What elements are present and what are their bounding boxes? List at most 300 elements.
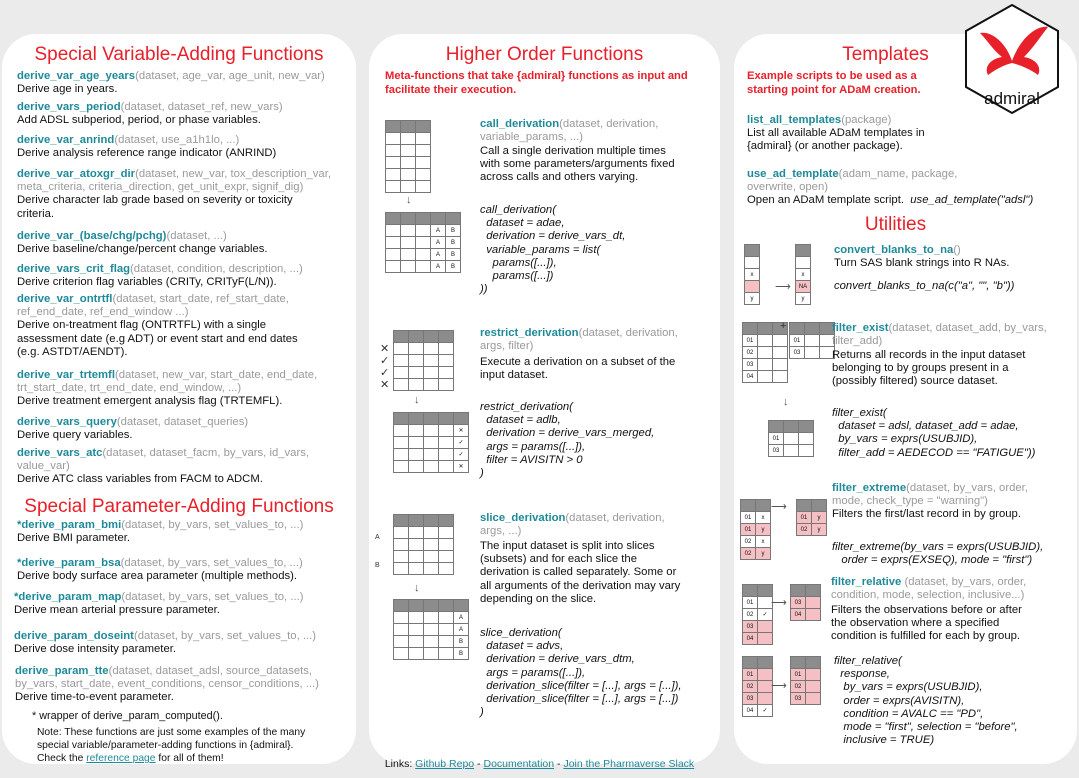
pharmaverse-slack-link[interactable]: Join the Pharmaverse Slack [563,758,695,770]
convert-blanks-entry: convert_blanks_to_na() Turn SAS blank strings into R NAs. convert_blanks_to_na(c("a", "", "b")) [834,244,1015,293]
function-entry [17,230,268,256]
function-signature [17,101,283,114]
table-cell [386,169,401,181]
table-cell [743,657,758,669]
function-name: derive_vars_period [17,101,121,113]
slice-derivation-desc [480,540,680,606]
wrapper-note: * wrapper of derive_param_computed(). [32,710,223,722]
title-parameter-adding: Special Parameter-Adding Functions [24,496,334,517]
table-row [791,681,821,693]
function-signature [17,519,303,532]
table-cell [439,425,454,437]
check-icon: ✓ [380,367,390,379]
function-args: (dataset, by_vars, set_values_to, ...) [120,557,303,569]
table-cell: B [446,249,461,261]
table-cell [439,343,454,355]
function-desc: Derive analysis reference range indicator (ANRIND) [17,147,277,160]
table-row [743,693,773,705]
table-header-row [791,585,821,597]
table-cell [401,249,416,261]
input-table [385,120,431,193]
table-cell [424,515,439,527]
function-desc: Derive treatment emergent analysis flag (TRTEMFL). [17,395,283,408]
table-cell [409,563,424,575]
function-name: derive_vars_query [17,416,117,428]
table-cell [424,624,439,636]
function-entry [17,369,317,409]
table-cell [439,624,454,636]
table-cell [401,213,416,225]
title-variable-adding: Special Variable-Adding Functions [34,44,324,65]
code-line: order = exprs(AVISITN), [834,694,965,707]
table-cell [416,213,431,225]
footer-links: Links: Github Repo - Documentation - Join the Pharmaverse Slack [384,758,695,770]
table-cell [758,633,773,645]
table-cell [386,261,401,273]
table-cell: y [756,524,771,536]
table-cell: 01 [790,335,805,347]
table-row [394,636,469,648]
table-cell: B [446,261,461,273]
input-table [393,330,454,391]
table-row [394,379,454,391]
table-cell: 02 [743,609,758,621]
table-cell [394,331,409,343]
function-signature [17,230,268,243]
table-cell [756,500,771,512]
table-cell [758,585,773,597]
table-row [743,621,773,633]
code-line: dataset = adae, [480,217,565,230]
restrict-derivation-signature: restrict_derivation(dataset, derivation, args, filter) [480,327,678,353]
desc-line: input dataset. [480,369,548,382]
function-desc: criteria. [17,207,55,220]
panel-higher-order: Higher Order Functions Meta-functions that take {admiral} functions as input and facilitate their execution. ↓ A B A B A B A B call_derivation(dataset, derivation, variable_params, ...) Call a single derivation multiple times with some parameters/arguments fixed across calls and others varying. call_derivation( dataset = adae, derivation = derive_vars_dt, variable_params = list( params([...]), params([...]) )) ✕ ✓ ✓ ✕ ↓ ✕ ✓ ✓ ✕ restrict_derivation(dataset, derivation, args, filter) Execute a derivation on a subset of the input dataset. restrict_derivation( dataset = adlb, derivation = derive_vars_merged, args = params([...]), filter = AVISITN > 0 ) A B ↓ A A B B slice_derivation(dataset, derivation, args, ...) The input dataset is split into slices (subsets) and for each slice the derivation is called separately. Some or all arguments of the derivation may vary depending on the slice. slice_derivation( dataset = advs, derivation = derive_vars_dtm, args = params([...]), derivation_slice(filter = [...], args = [...]), derivation_slice(filter = [...], args = [...]) ) [369,34,720,764]
code-line: ) [480,467,484,480]
table-row [386,237,461,249]
desc-line: The input dataset is split into slices [480,540,655,552]
code-line: condition = AVALC == "PD", [834,707,984,720]
table-cell [409,425,424,437]
table-cell [386,249,401,261]
table-cell [416,145,431,157]
table-cell [745,257,760,269]
table-cell [424,343,439,355]
table-cell [745,245,760,257]
filter-exist-code [832,407,1035,460]
table-cell [741,500,756,512]
code-line: params([...]) [480,270,554,283]
table-row [743,597,773,609]
note-line-1: Note: These functions are just some examples of the many [37,727,306,738]
function-name: derive_var_ontrtfl [17,293,113,305]
desc-line: Execute a derivation on a subset of the [480,356,676,368]
table-cell [386,133,401,145]
function-name: derive_param_doseint [14,630,134,642]
table-cell [416,225,431,237]
function-signature [17,263,303,276]
table-cell [416,249,431,261]
table-row [386,181,431,193]
code-line: by_vars = exprs(USUBJID), [832,433,978,446]
slice-derivation-signature: slice_derivation(dataset, derivation, args, ...) [480,512,665,538]
table-cell [806,669,821,681]
table-row [394,624,469,636]
output-table [393,599,469,660]
panel-special-functions [2,34,356,764]
table-row [745,269,760,281]
table-cell [416,169,431,181]
table-cell [743,323,758,335]
code-line: derivation = derive_vars_dtm, [480,653,635,666]
table-cell [424,539,439,551]
table-cell [386,145,401,157]
table-cell: 02 [741,536,756,548]
github-repo-link[interactable]: Github Repo [415,758,475,770]
table-cell [745,281,760,293]
table-cell [439,648,454,660]
table-cell [409,355,424,367]
table-cell [394,539,409,551]
table-cell: y [812,524,827,536]
code-line: filter_add = AEDECOD == "FATIGUE")) [832,446,1036,459]
table-header-row [394,331,454,343]
table-cell [791,585,806,597]
table-cell [796,245,811,257]
table-row [743,669,773,681]
code-line: call_derivation( [480,204,556,216]
table-cell [758,347,773,359]
table-cell: 02 [741,548,756,560]
desc-line: (subsets) and for each slice the [480,553,637,566]
table-cell [812,500,827,512]
table-cell: B [454,648,469,660]
table-cell [758,371,773,383]
function-entry [14,591,304,617]
table-row [796,257,811,269]
function-desc: Derive criterion flag variables (CRITy, CRITyF(L/N)). [17,276,277,289]
function-name: derive_vars_crit_flag [17,263,131,275]
code-line: variable_params = list( [480,243,601,256]
code-line: args = params([...]), [480,440,586,453]
table-cell: y [756,548,771,560]
table-cell [439,539,454,551]
table-cell [416,181,431,193]
function-args: (dataset, dataset_facm, by_vars, id_vars, [102,447,310,459]
table-cell [439,367,454,379]
table-cell: A [431,249,446,261]
code-line: args = params([...]), [480,666,586,679]
table-row [386,261,461,273]
function-desc: Derive body surface area parameter (multiple methods). [17,570,298,583]
table-cell [424,461,439,473]
table-cell: 03 [791,693,806,705]
table-cell [394,648,409,660]
function-desc: Derive character lab grade based on severity or toxicity [17,194,293,207]
table-cell [439,515,454,527]
table-cell [424,612,439,624]
function-entry [17,168,331,221]
filter-relative-code [834,655,1018,747]
table-cell [401,237,416,249]
code-line: )) [480,283,488,296]
table-cell [806,597,821,609]
code-line: filter_extreme(by_vars = exprs(USUBJID), [832,541,1044,553]
table-row [386,169,431,181]
table-header-row [394,413,469,425]
table-cell [439,379,454,391]
slice-derivation-code [480,627,682,719]
table-header-row [386,121,431,133]
filter-exist-entry: filter_exist(dataset, dataset_add, by_vars, filter_add) [832,322,1047,348]
table-row [797,512,827,524]
function-entry [17,557,303,583]
table-cell [409,515,424,527]
table-row [394,425,469,437]
table-cell [424,600,439,612]
table-cell: 04 [743,633,758,645]
table-cell [773,347,788,359]
function-entry [17,519,303,545]
table-cell [401,145,416,157]
table-cell [386,225,401,237]
table-row [394,437,469,449]
table-cell [439,527,454,539]
table-cell [394,449,409,461]
desc-line: the observation where a specified [831,617,1000,630]
function-signature [17,369,317,382]
table-cell [424,636,439,648]
table-cell [773,371,788,383]
code-line: dataset = adlb, [480,414,561,427]
function-signature [17,416,248,429]
table-cell [439,636,454,648]
table-row [386,249,461,261]
table-cell [401,169,416,181]
table-cell [758,621,773,633]
reference-page-link[interactable]: reference page [86,753,156,764]
table-row [769,445,814,457]
table-cell: x [796,269,811,281]
table-cell [409,437,424,449]
table-cell [386,181,401,193]
table-cell [409,331,424,343]
table-cell: ✓ [758,609,773,621]
table-cell [758,657,773,669]
filter-relative-desc [831,604,1022,644]
code-line: derivation_slice(filter = [...], args = [...]), [480,679,682,692]
call-derivation-fn: call_derivation [480,118,560,130]
table-header-row [743,657,773,669]
table-cell [394,425,409,437]
input-table [393,514,454,575]
table-cell [431,213,446,225]
table-cell [409,379,424,391]
desc-line: condition is fulfilled for each by group. [831,630,1021,643]
table-cell: ✓ [454,437,469,449]
table-row [394,648,469,660]
restrict-derivation-code [480,401,654,480]
table-header-row [796,245,811,257]
function-args: meta_criteria, criteria_direction, get_unit_expr, signif_dig) [17,181,304,194]
function-desc: Derive ATC class variables from FACM to ADCM. [17,473,263,486]
table-cell: 01 [791,669,806,681]
function-signature [15,665,319,678]
note-line-3: Check the reference page for all of them! [37,753,224,764]
table-cell [416,237,431,249]
slice-derivation-fn: slice_derivation [480,512,566,524]
code-line: filter = AVISITN > 0 [480,453,583,466]
function-desc: Derive BMI parameter. [17,532,131,545]
function-signature [14,591,304,604]
function-entry [14,630,316,656]
table-cell [784,445,799,457]
table-cell [439,331,454,343]
table-cell [784,421,799,433]
function-desc: Derive time-to-event parameter. [15,691,174,704]
table-cell [424,648,439,660]
table-cell [439,355,454,367]
code-line: inclusive = TRUE) [834,734,935,747]
table-row [394,343,454,355]
table-cell [409,612,424,624]
table-row [743,681,773,693]
table-cell [394,367,409,379]
code-line: mode = "first", selection = "before", [834,721,1018,734]
table-cell: B [454,636,469,648]
code-line: by_vars = exprs(USUBJID), [834,681,983,694]
table-header-row [743,585,773,597]
table-cell [401,121,416,133]
table-cell: 02 [743,681,758,693]
table-row [797,524,827,536]
table-cell: 01 [769,433,784,445]
function-name: derive_var_age_years [17,70,136,82]
table-row [394,551,454,563]
table-row [769,433,814,445]
function-args: by_vars, start_date, event_conditions, censor_conditions, ...) [15,678,319,691]
table-row [741,548,771,560]
table-cell [416,133,431,145]
admiral-logo [962,3,1062,115]
table-row [741,512,771,524]
function-entry [17,447,309,487]
title-utilities: Utilities [864,214,927,235]
list-all-templates-entry: list_all_templates(package) List all available ADaM templates in {admiral} (or another package). [747,114,925,153]
table-cell: 03 [790,347,805,359]
table-cell [401,225,416,237]
table-cell: x [756,512,771,524]
function-args: (dataset, new_var, tox_description_var, [135,168,331,180]
table-header-row [394,515,454,527]
function-signature [17,70,325,83]
table-row [791,609,821,621]
table-cell: x [745,269,760,281]
table-cell [401,261,416,273]
table-cell [797,500,812,512]
documentation-link[interactable]: Documentation [483,758,555,770]
table-row [386,145,431,157]
table-cell [394,343,409,355]
table-cell [394,437,409,449]
table-cell [416,157,431,169]
table-cell [394,355,409,367]
table-cell: ✕ [454,425,469,437]
table-row [743,609,773,621]
table-cell [386,237,401,249]
function-args: trt_start_date, trt_end_date, end_window, ...) [17,382,242,395]
table-cell [394,551,409,563]
desc-line: Returns all records in the input dataset [832,349,1026,361]
table-cell [805,347,820,359]
cross-icon: ✕ [380,379,390,391]
code-line: derivation_slice(filter = [...], args = [...]) [480,693,679,706]
table-cell [394,527,409,539]
table-cell [806,585,821,597]
table-row [386,225,461,237]
table-cell [439,437,454,449]
table-cell [446,213,461,225]
cross-icon: ✕ [380,343,390,355]
table-cell [394,515,409,527]
function-signature [17,134,276,147]
table-cell [439,551,454,563]
table-row [394,563,454,575]
table-cell: y [796,293,811,305]
desc-line: depending on the slice. [480,592,597,605]
function-entry [17,263,303,289]
table-row [745,281,760,293]
function-name: *derive_param_map [14,591,122,603]
function-desc: assessment date (e.g ADT) or event start and end dates [17,332,298,345]
table-cell: ✓ [454,449,469,461]
code-line: slice_derivation( [480,627,562,639]
table-cell [454,413,469,425]
table-cell: 03 [743,693,758,705]
function-desc: Derive mean arterial pressure parameter. [14,604,220,617]
table-row [796,269,811,281]
desc-line: Call a single derivation multiple times [480,145,666,157]
function-name: derive_vars_atc [17,447,103,459]
function-name: derive_var_anrind [17,134,115,146]
output-table [393,412,469,473]
table-cell [394,600,409,612]
table-cell [784,433,799,445]
code-line: ) [480,706,484,719]
function-name: derive_param_tte [15,665,109,677]
table-cell: ✓ [758,705,773,717]
table-row [743,347,788,359]
table-row [386,157,431,169]
table-cell [409,539,424,551]
table-cell [799,421,814,433]
table-cell [424,551,439,563]
function-args: ref_end_date, ref_end_window ...) [17,306,189,319]
table-cell: B [446,225,461,237]
table-cell: 02 [743,347,758,359]
table-row [790,335,835,347]
function-desc: Derive on-treatment flag (ONTRTFL) with a single [17,319,267,332]
code-line: dataset = adsl, dataset_add = adae, [832,420,1019,433]
table-cell: 02 [797,524,812,536]
table-cell: A [431,237,446,249]
function-signature [17,557,303,570]
table-cell [424,449,439,461]
higher-order-subtitle: Meta-functions that take {admiral} functions as input and facilitate their execution. [385,70,688,96]
function-args: (dataset, new_var, start_date, end_date, [114,369,318,381]
function-args: (dataset, start_date, ref_start_date, [112,293,289,305]
table-cell [799,433,814,445]
